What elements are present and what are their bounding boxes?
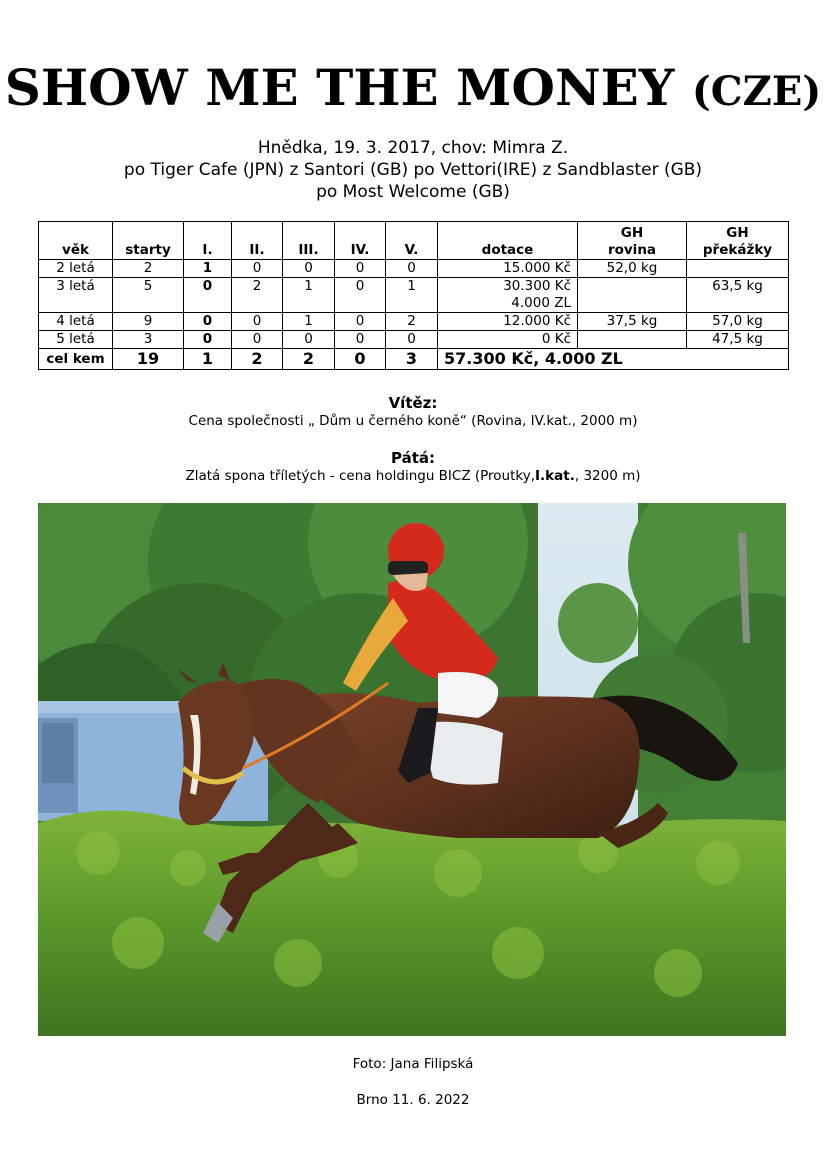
- header-third: III.: [283, 222, 335, 260]
- cell-fourth: 0: [335, 331, 386, 349]
- cell-gh-jump: [687, 260, 789, 278]
- header-gh-jump: [687, 222, 789, 260]
- header-starts: starty: [113, 222, 184, 260]
- cell-fourth: 0: [335, 278, 386, 313]
- cell-fourth: 0: [335, 260, 386, 278]
- table-row: [39, 313, 789, 331]
- cell-age: 2 letá: [39, 260, 113, 278]
- cell-prize: 15.000 Kč: [438, 260, 578, 278]
- cell-gh-jump: 63,5 kg: [687, 278, 789, 313]
- cell-fifth: 0: [386, 331, 438, 349]
- cell-gh-flat: 52,0 kg: [578, 260, 687, 278]
- total-starts: 19: [113, 349, 184, 370]
- results-table: [38, 221, 789, 370]
- prize-zl: 4.000 ZL: [511, 295, 571, 311]
- total-fifth: 3: [386, 349, 438, 370]
- cell-second: 0: [232, 313, 283, 331]
- total-fourth: 0: [335, 349, 386, 370]
- header-gh-flat-2: rovina: [607, 242, 657, 258]
- total-second: 2: [232, 349, 283, 370]
- race-photo-illustration: [38, 503, 786, 1036]
- fifth-race: [0, 467, 826, 485]
- fifth-race-text: Zlatá spona tříletých - cena holdingu BICZ (Proutky,: [185, 468, 536, 484]
- header-gh-flat-1: GH: [620, 225, 644, 241]
- cell-second: 0: [232, 260, 283, 278]
- race-photo: [38, 503, 786, 1036]
- table-header-row: [39, 222, 789, 260]
- total-third: 2: [283, 349, 335, 370]
- header-age: věk: [39, 222, 113, 260]
- cell-fifth: 2: [386, 313, 438, 331]
- header-gh-jump-2: překážky: [702, 242, 773, 258]
- fifth-heading: Pátá:: [390, 449, 435, 467]
- cell-gh-flat: [578, 331, 687, 349]
- header-prize: dotace: [438, 222, 578, 260]
- table-row: [39, 331, 789, 349]
- header-fourth: IV.: [335, 222, 386, 260]
- horse-name: SHOW ME THE MONEY: [4, 58, 675, 117]
- cell-gh-flat: 37,5 kg: [578, 313, 687, 331]
- total-label: cel kem: [39, 349, 113, 370]
- prize-czk: 30.300 Kč: [503, 278, 571, 294]
- header-gh-jump-1: GH: [726, 225, 749, 241]
- cell-first: 0: [184, 278, 232, 313]
- cell-fifth: 0: [386, 260, 438, 278]
- total-prize: 57.300 Kč, 4.000 ZL: [438, 349, 789, 370]
- cell-first: 0: [184, 331, 232, 349]
- cell-prize: 12.000 Kč: [438, 313, 578, 331]
- cell-third: 0: [283, 331, 335, 349]
- fifth-race-category: I.kat.: [535, 468, 575, 484]
- horse-info-line: Hnědka, 19. 3. 2017, chov: Mimra Z.: [257, 138, 569, 158]
- cell-gh-jump: 47,5 kg: [687, 331, 789, 349]
- cell-gh-flat: [578, 278, 687, 313]
- header-first: I.: [184, 222, 232, 260]
- horse-title: [0, 58, 826, 122]
- cell-age: 5 letá: [39, 331, 113, 349]
- header-fifth: V.: [386, 222, 438, 260]
- fifth-race-distance: , 3200 m): [574, 468, 641, 484]
- cell-third: 1: [283, 313, 335, 331]
- winner-race: Cena společnosti „ Dům u černého koně“ (Rovina, IV.kat., 2000 m): [188, 413, 638, 429]
- cell-second: 0: [232, 331, 283, 349]
- total-row: [39, 349, 789, 370]
- horse-origin: (CZE): [691, 68, 822, 115]
- cell-third: 1: [283, 278, 335, 313]
- cell-prize: 0 Kč: [438, 331, 578, 349]
- cell-age: 3 letá: [39, 278, 113, 313]
- cell-second: 2: [232, 278, 283, 313]
- pedigree-line: po Tiger Cafe (JPN) z Santori (GB) po Vettori(IRE) z Sandblaster (GB): [123, 160, 703, 180]
- cell-fourth: 0: [335, 313, 386, 331]
- winner-heading: Vítěz:: [388, 394, 438, 412]
- cell-starts: 3: [113, 331, 184, 349]
- cell-starts: 5: [113, 278, 184, 313]
- header-gh-flat: [578, 222, 687, 260]
- cell-first: 0: [184, 313, 232, 331]
- cell-prize: [438, 278, 578, 313]
- cell-starts: 2: [113, 260, 184, 278]
- pedigree-line-2: po Most Welcome (GB): [316, 182, 510, 202]
- table-row: [39, 260, 789, 278]
- table-row: [39, 278, 789, 313]
- place-date: Brno 11. 6. 2022: [356, 1092, 470, 1108]
- cell-first: 1: [184, 260, 232, 278]
- cell-age: 4 letá: [39, 313, 113, 331]
- photo-credit: Foto: Jana Filipská: [352, 1056, 474, 1072]
- header-second: II.: [232, 222, 283, 260]
- total-first: 1: [184, 349, 232, 370]
- cell-third: 0: [283, 260, 335, 278]
- cell-gh-jump: 57,0 kg: [687, 313, 789, 331]
- cell-fifth: 1: [386, 278, 438, 313]
- cell-starts: 9: [113, 313, 184, 331]
